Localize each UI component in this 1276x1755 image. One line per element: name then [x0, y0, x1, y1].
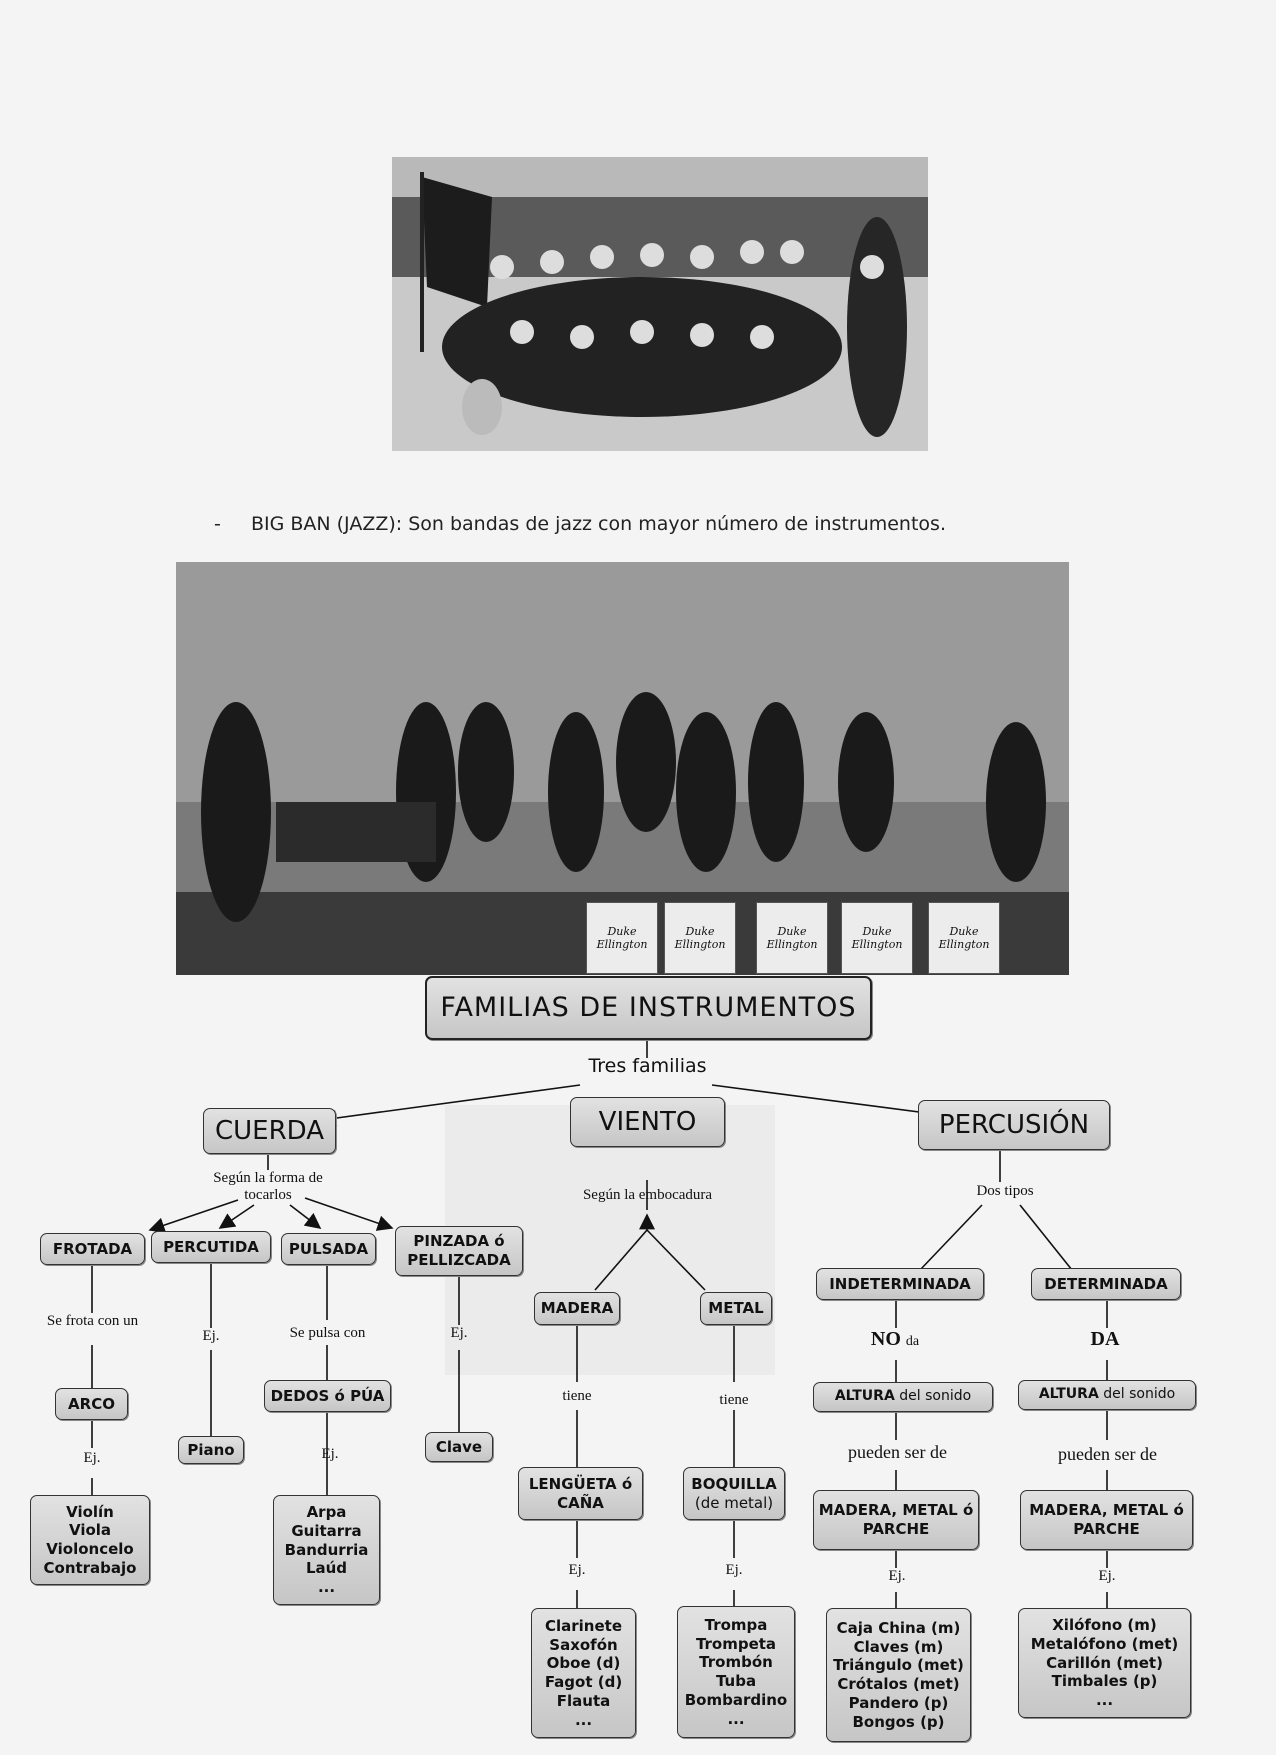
- indeterminada-pueden-label: pueden ser de: [848, 1442, 947, 1462]
- viento-node: VIENTO: [570, 1097, 725, 1147]
- cuerda-sub-label: Según la forma de tocarlos: [213, 1170, 323, 1203]
- determinada-material-node: MADERA, METAL ó PARCHE: [1020, 1490, 1193, 1550]
- determinada-examples: Xilófono (m) Metalófono (met) Carillón (met) Timbales (p) ...: [1018, 1608, 1191, 1718]
- boquilla-label: BOQUILLA: [691, 1474, 777, 1493]
- pinzada-node: PINZADA ó PELLIZCADA: [395, 1226, 523, 1276]
- frotada-via-label: Se frota con un: [46, 1313, 139, 1329]
- determinada-altura-node: [1018, 1380, 1196, 1410]
- percusion-sub-label: Dos tipos: [976, 1183, 1034, 1199]
- percutida-ej-label: Ej.: [202, 1328, 220, 1344]
- boquilla-sub-label: (de metal): [694, 1493, 774, 1512]
- madera-tiene-label: tiene: [562, 1388, 592, 1404]
- metal-ej-label: Ej.: [725, 1562, 743, 1578]
- madera-examples: Clarinete Saxofón Oboe (d) Fagot (d) Flauta ...: [531, 1608, 636, 1738]
- pinzada-ej-label: Ej.: [450, 1325, 468, 1341]
- metal-tiene-label: tiene: [719, 1392, 749, 1408]
- altura-label: ALTURA: [834, 1388, 895, 1405]
- madera-node: MADERA: [534, 1292, 620, 1325]
- music-stand: Duke Ellington: [928, 902, 1000, 974]
- da-label: DA: [1090, 1328, 1120, 1350]
- percutida-node: PERCUTIDA: [151, 1231, 271, 1263]
- caption-text: BIG BAN (JAZZ): Son bandas de jazz con mayor número de instrumentos.: [250, 513, 946, 535]
- frotada-node: FROTADA: [40, 1233, 145, 1265]
- pulsada-via-label: Se pulsa con: [289, 1325, 366, 1341]
- percusion-node: PERCUSIÓN: [918, 1100, 1110, 1150]
- altura-rest-label: del sonido: [1098, 1386, 1176, 1403]
- no-da-label: [850, 1328, 940, 1351]
- pulsada-examples: Arpa Guitarra Bandurria Laúd ...: [273, 1495, 380, 1605]
- cuerda-node: CUERDA: [203, 1108, 336, 1154]
- determinada-pueden-label: pueden ser de: [1058, 1444, 1157, 1464]
- metal-examples: Trompa Trompeta Trombón Tuba Bombardino ...: [677, 1606, 795, 1738]
- music-stand: Duke Ellington: [756, 902, 828, 974]
- pulsada-node: PULSADA: [281, 1233, 376, 1265]
- altura-rest-label: del sonido: [894, 1388, 972, 1405]
- indeterminada-material-node: MADERA, METAL ó PARCHE: [813, 1490, 979, 1550]
- determinada-ej-label: Ej.: [1098, 1568, 1116, 1584]
- indeterminada-node: INDETERMINADA: [816, 1268, 984, 1300]
- music-stand: Duke Ellington: [841, 902, 913, 974]
- map-title: FAMILIAS DE INSTRUMENTOS: [425, 976, 872, 1040]
- boquilla-node: [683, 1467, 785, 1520]
- piano-node: Piano: [178, 1436, 244, 1464]
- tres-familias-label: Tres familias: [588, 1055, 707, 1077]
- arco-node: ARCO: [55, 1388, 128, 1420]
- no-label: NO: [870, 1328, 901, 1350]
- determinada-node: DETERMINADA: [1031, 1268, 1181, 1300]
- da-small-label: da: [905, 1334, 920, 1349]
- metal-node: METAL: [700, 1292, 772, 1325]
- frotada-examples: Violín Viola Violoncelo Contrabajo: [30, 1495, 150, 1585]
- frotada-ej-label: Ej.: [83, 1450, 101, 1466]
- madera-ej-label: Ej.: [568, 1562, 586, 1578]
- lengueta-cana-node: LENGÜETA ó CAÑA: [518, 1467, 643, 1520]
- music-stand: Duke Ellington: [586, 902, 658, 974]
- indeterminada-altura-node: [813, 1382, 993, 1412]
- music-stand: Duke Ellington: [664, 902, 736, 974]
- pulsada-ej-label: Ej.: [321, 1446, 339, 1462]
- dedos-pua-node: DEDOS ó PÚA: [264, 1380, 391, 1412]
- altura-label: ALTURA: [1038, 1386, 1099, 1403]
- viento-sub-label: Según la embocadura: [582, 1187, 713, 1203]
- clave-node: Clave: [425, 1432, 493, 1462]
- caption-dash: -: [214, 513, 221, 535]
- indeterminada-examples: Caja China (m) Claves (m) Triángulo (met) Crótalos (met) Pandero (p) Bongos (p): [826, 1608, 971, 1742]
- indeterminada-ej-label: Ej.: [888, 1568, 906, 1584]
